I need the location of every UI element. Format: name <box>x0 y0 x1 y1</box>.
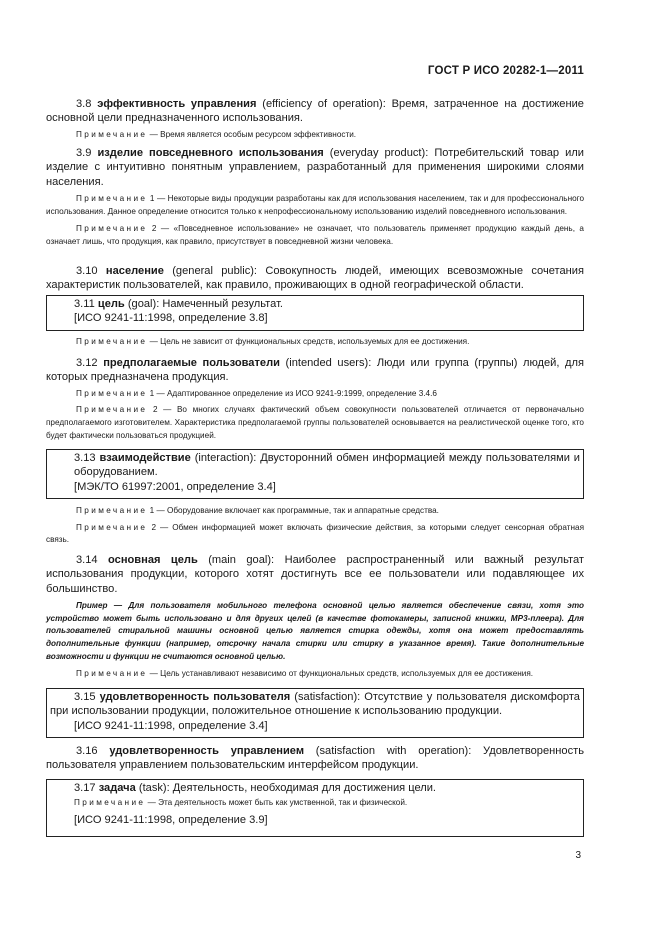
term: предполагаемые пользователи <box>103 357 280 369</box>
note-text: 2 — Обмен информацией может включать физические действия, за которыми следует сенсорная обратная связь. <box>46 522 584 545</box>
note-text: — Цель устанавливают независимо от функциональных средств, используемых для ее достижения. <box>149 669 534 679</box>
clause-number: 3.11 <box>74 298 95 310</box>
term-english: (everyday product): <box>329 147 429 159</box>
term: эффективность управления <box>97 98 257 110</box>
page-number: 3 <box>575 850 581 861</box>
clause-number: 3.15 <box>74 691 96 703</box>
clause-number: 3.17 <box>74 782 96 794</box>
definition-3-14 <box>46 553 584 681</box>
reference: [МЭК/ТО 61997:2001, определение 3.4] <box>74 480 276 493</box>
example-label: Пример <box>76 601 108 611</box>
definition-3-8 <box>46 97 584 141</box>
notes-3-13 <box>46 505 584 547</box>
note-label: Примечание <box>76 194 148 204</box>
definition-3-16 <box>46 744 584 773</box>
term-english: (satisfaction with operation): <box>315 745 472 757</box>
definition-text: Люди или группа (группы) людей, для которых предназначена продукция. <box>46 357 584 384</box>
definition-text: Совокупность людей, имеющих всевозможные сочетания характеристик пользователей, как правило, проживающих в одной географической области. <box>46 265 585 292</box>
term-english: (goal): <box>127 298 160 310</box>
note-label: Примечание <box>76 506 148 515</box>
definition-text: Потребительский товар или изделие с интуитивно понятным управлением, разработанный для применения широкими слоями населения. <box>46 147 584 188</box>
clause-number: 3.10 <box>76 265 98 277</box>
term: цель <box>97 298 125 310</box>
note-label: Примечание <box>76 388 148 398</box>
note-text: — Цель не зависит от функциональных средств, используемых для ее достижения. <box>149 337 470 346</box>
clause-number: 3.16 <box>76 745 98 757</box>
term: удовлетворенность пользователя <box>99 691 291 703</box>
reference: [ИСО 9241-11:1998, определение 3.8] <box>74 312 268 325</box>
clause-number: 3.14 <box>76 554 98 566</box>
note-label: Примечание <box>76 669 148 679</box>
definition-text: Намеченный результат. <box>162 298 284 310</box>
definition-3-11-box <box>46 295 584 331</box>
term: изделие повседневного использования <box>97 147 324 159</box>
definition-text: Отсутствие у пользователя дискомфорта при использовании продукции, положительное отношение к использованию продукции. <box>50 691 580 718</box>
note-label: Примечание <box>74 798 146 808</box>
clause-number: 3.9 <box>76 147 92 159</box>
clause-number: 3.12 <box>76 357 98 369</box>
clause-number: 3.8 <box>76 98 92 110</box>
term-english: (general public): <box>172 265 258 277</box>
note-label: Примечание <box>76 405 148 415</box>
term-english: (task): <box>138 782 170 794</box>
definition-text: Время, затраченное на достижение основной цели предназначенного использования. <box>46 98 584 125</box>
note-text: 1 — Некоторые виды продукции разработаны как для использования населением, так и для профессионального использования. Данное определение относится только к непрофессиональному использованию изделий повседневного использования. <box>46 194 585 216</box>
note-text: 1 — Адаптированное определение из ИСО 9241-9:1999, определение 3.4.6 <box>149 388 437 398</box>
definition-text: Удовлетворенность пользователя управлением пользовательским интерфейсом продукции. <box>46 745 584 772</box>
term-english: (efficiency of operation): <box>262 98 386 110</box>
note-text: — Время является особым ресурсом эффективности. <box>149 129 357 139</box>
term-english: (satisfaction): <box>294 691 361 703</box>
term-english: (main goal): <box>208 554 275 566</box>
clause-number: 3.13 <box>74 452 96 464</box>
note-text: 1 — Оборудование включает как программные, так и аппаратные средства. <box>149 506 439 515</box>
note-text: 2 — «Повседневное использование» не означает, что пользователь применяет продукцию каждый день, а означает лишь, что продукция, как правило, присутствует в повседневной жизни человека. <box>46 224 584 246</box>
term: взаимодействие <box>99 452 191 464</box>
note-text: — Эта деятельность может быть как умственной, так и физической. <box>147 798 408 808</box>
note-label: Примечание <box>76 522 148 532</box>
term-english: (interaction): <box>194 452 257 464</box>
note-label: Примечание <box>76 224 148 234</box>
term: население <box>105 265 164 277</box>
term: задача <box>98 782 136 794</box>
definition-3-13-box <box>46 449 584 499</box>
term: удовлетворенность управлением <box>109 745 305 757</box>
definition-3-12 <box>46 356 584 442</box>
term-english: (intended users): <box>285 357 372 369</box>
example-text: — Для пользователя мобильного телефона основной целью является обеспечение связи, хотя это устройство может быть использовано и для других целей (в качестве фотокамеры, записной книжки, МР3-плеера). Для пользователей стиральной машины основной целью является стирка одежды, хотя она может предоставлять дополнительные функции (например, отсрочку начала стирки или стирку в указанное время). Такие дополнительные возможности и функции не считаются основной целью. <box>46 601 584 661</box>
definition-text: Двусторонний обмен информацией между пользователями и оборудованием. <box>74 452 580 479</box>
definition-text: Деятельность, необходимая для достижения цели. <box>172 782 437 794</box>
note-3-11 <box>46 336 584 349</box>
note-text: 2 — Во многих случаях фактический объем совокупности пользователей отличается от первоначально предполагаемого изготовителем. Характеристика предполагаемой группы пользователей основывается на реалистической оценке того, кто будет фактически пользоваться продукцией. <box>46 405 584 440</box>
definition-text: Наиболее распространенный или важный результат использования продукции, которого хотят достигнуть все ее пользователи или подавляющее их большинство. <box>46 554 584 595</box>
definition-3-15-box <box>46 688 584 738</box>
note-label: Примечание <box>76 129 148 139</box>
note-label: Примечание <box>76 337 148 346</box>
example <box>46 600 584 663</box>
document-id: ГОСТ Р ИСО 20282-1—2011 <box>427 65 584 77</box>
definition-3-9 <box>46 146 584 249</box>
definition-3-10 <box>46 264 584 293</box>
term: основная цель <box>108 554 198 566</box>
definition-3-17-box <box>46 779 584 837</box>
reference: [ИСО 9241-11:1998, определение 3.9] <box>74 814 268 826</box>
reference: [ИСО 9241-11:1998, определение 3.4] <box>74 719 268 732</box>
